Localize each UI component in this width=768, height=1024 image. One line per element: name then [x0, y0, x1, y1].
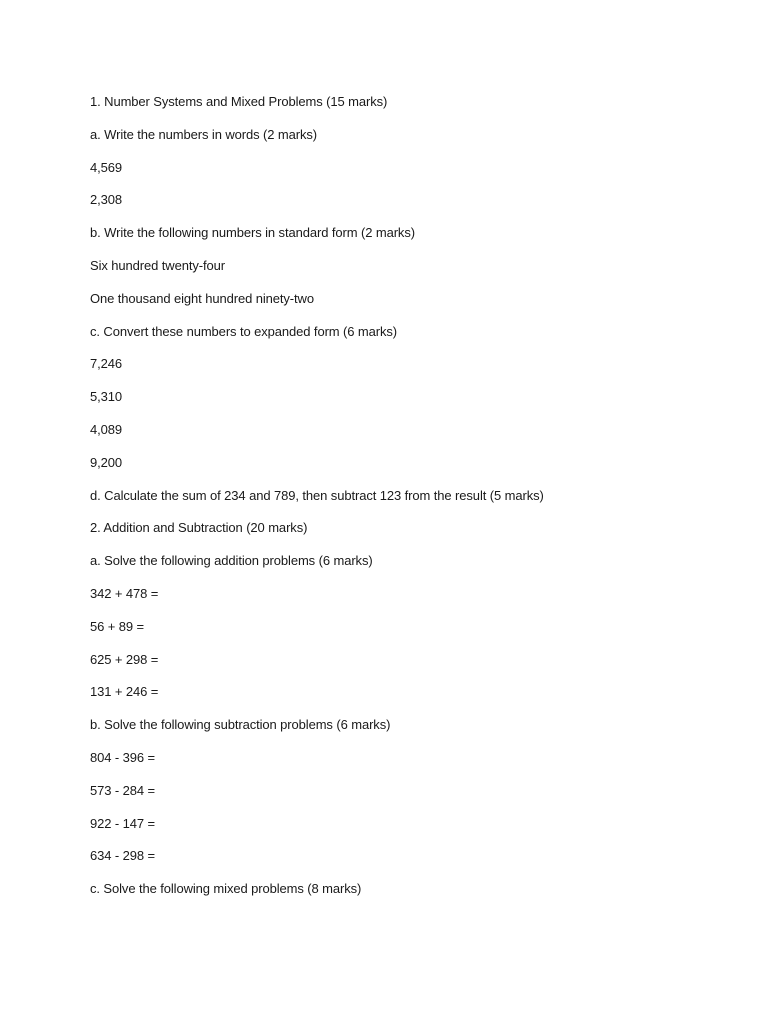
question-item: 131 + 246 =: [90, 684, 159, 700]
question-item: Six hundred twenty-four: [90, 257, 225, 273]
question-item: One thousand eight hundred ninety-two: [90, 290, 314, 306]
question-item: 7,246: [90, 356, 123, 372]
question-1b: b. Write the following numbers in standard form (2 marks): [90, 225, 415, 241]
question-item: 804 - 396 =: [90, 749, 156, 765]
question-item: 4,569: [90, 159, 123, 175]
question-item: 573 - 284 =: [90, 782, 156, 798]
question-item: 56 + 89 =: [90, 618, 145, 634]
question-item: 4,089: [90, 421, 123, 437]
question-2b: b. Solve the following subtraction problems (6 marks): [90, 717, 391, 733]
section-heading-1: 1. Number Systems and Mixed Problems (15 marks): [90, 94, 388, 109]
question-1a: a. Write the numbers in words (2 marks): [90, 126, 318, 142]
document-body: [90, 93, 730, 913]
question-item: 634 - 298 =: [90, 848, 156, 864]
question-item: 9,200: [90, 454, 123, 470]
question-item: 922 - 147 =: [90, 815, 156, 831]
question-2c: c. Solve the following mixed problems (8 marks): [90, 881, 362, 897]
question-item: 342 + 478 =: [90, 585, 159, 601]
question-item: 5,310: [90, 389, 123, 405]
question-item: 2,308: [90, 192, 123, 208]
question-1c: c. Convert these numbers to expanded form (6 marks): [90, 323, 398, 339]
question-item: 625 + 298 =: [90, 651, 159, 667]
question-2a: a. Solve the following addition problems (6 marks): [90, 553, 373, 569]
section-heading-2: 2. Addition and Subtraction (20 marks): [90, 520, 308, 536]
question-1d: d. Calculate the sum of 234 and 789, then subtract 123 from the result (5 marks): [90, 487, 544, 503]
